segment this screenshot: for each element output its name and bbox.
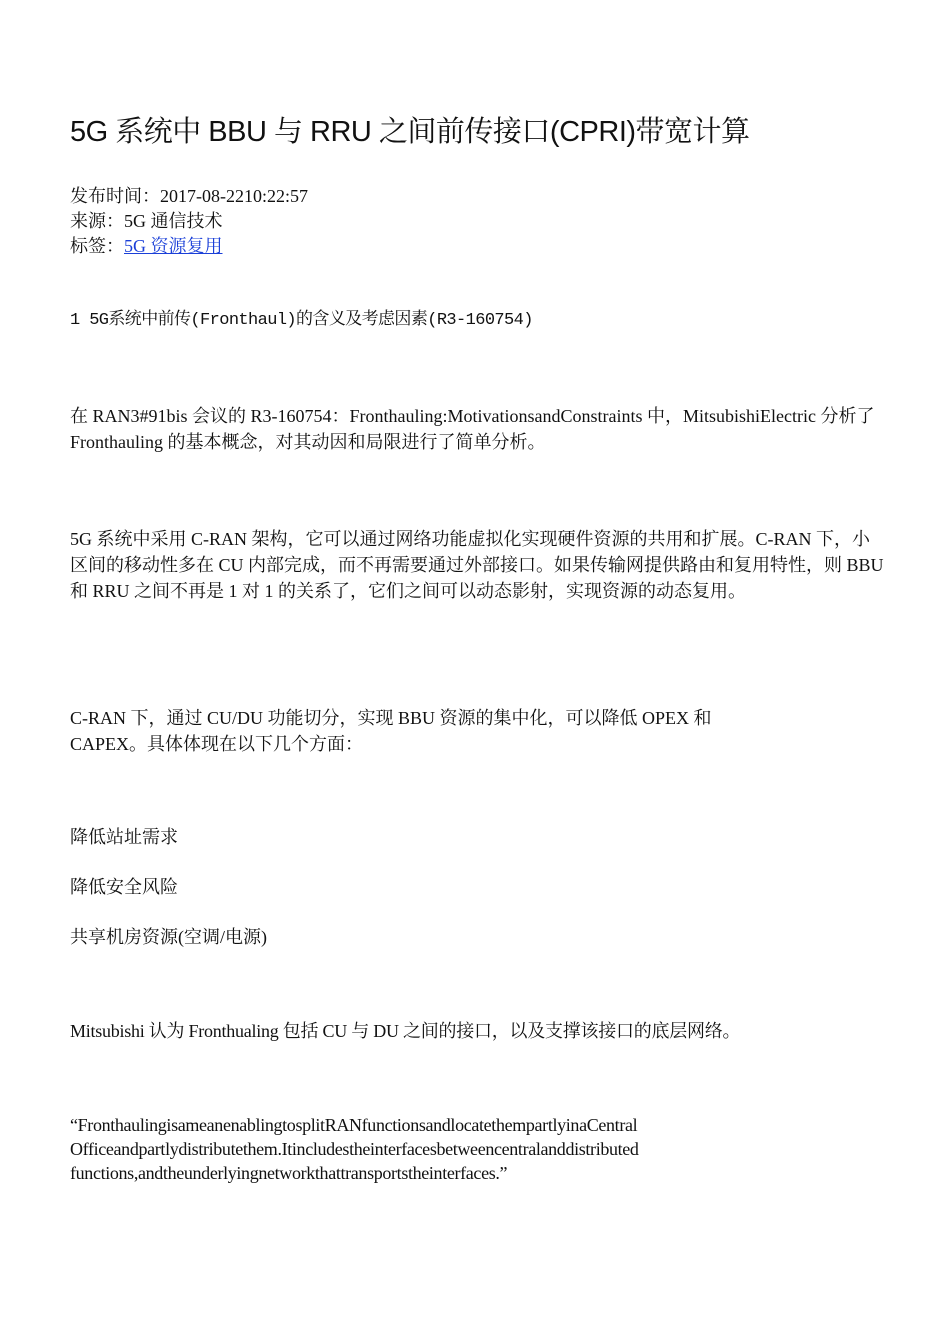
tag-link[interactable]: 5G 资源复用 xyxy=(124,236,223,256)
cran-paragraph: 5G 系统中采用 C-RAN 架构，它可以通过网络功能虚拟化实现硬件资源的共用和扩展。C-RAN 下，小区间的移动性多在 CU 内部完成，而不再需要通过外部接口。如果传输网提供路由和复用特性，则 BBU 和 RRU 之间不再是 1 对 1 的关系了，它们之间可以动态影射，实现资源的动态复用。 xyxy=(70,529,884,601)
intro-paragraph: 在 RAN3#91bis 会议的 R3-160754：Fronthauling:MotivationsandConstraints 中，MitsubishiElectric 分析了 Fronthauling 的基本概念，对其动因和局限进行了简单分析。 xyxy=(70,406,875,452)
fronthauling-quote: “FronthaulingisameanenablingtosplitRANfunctionsandlocatethempartlyinaCentral Officeandpartlydistributethem.Itincludestheinterfacesbetweencentralanddistributed functions,andtheunderlyingnetworkthattransportstheinterfaces.” xyxy=(70,1115,639,1183)
mitsubishi-paragraph: Mitsubishi 认为 Fronthualing 包括 CU 与 DU 之间的接口，以及支撑该接口的底层网络。 xyxy=(70,1021,741,1041)
article-meta xyxy=(70,184,890,259)
benefit-item: 降低安全风险 xyxy=(70,877,178,897)
benefit-item: 共享机房资源(空调/电源) xyxy=(70,927,267,947)
publish-time-label: 发布时间： xyxy=(70,186,160,206)
section-heading: 1 5G系统中前传(Fronthaul)的含义及考虑因素(R3-160754) xyxy=(70,311,533,330)
benefit-item: 降低站址需求 xyxy=(70,827,178,847)
publish-time-row xyxy=(70,184,890,209)
source-row xyxy=(70,209,890,234)
tag-label: 标签： xyxy=(70,236,124,256)
source-label: 来源： xyxy=(70,211,124,231)
cu-du-paragraph: C-RAN 下，通过 CU/DU 功能切分，实现 BBU 资源的集中化，可以降低 OPEX 和 CAPEX。具体体现在以下几个方面： xyxy=(70,708,712,754)
tag-row xyxy=(70,234,890,259)
article-title: 5G 系统中 BBU 与 RRU 之间前传接口(CPRI)带宽计算 xyxy=(70,116,750,148)
publish-time-value: 2017-08-2210:22:57 xyxy=(160,186,308,206)
source-value: 5G 通信技术 xyxy=(124,211,223,231)
